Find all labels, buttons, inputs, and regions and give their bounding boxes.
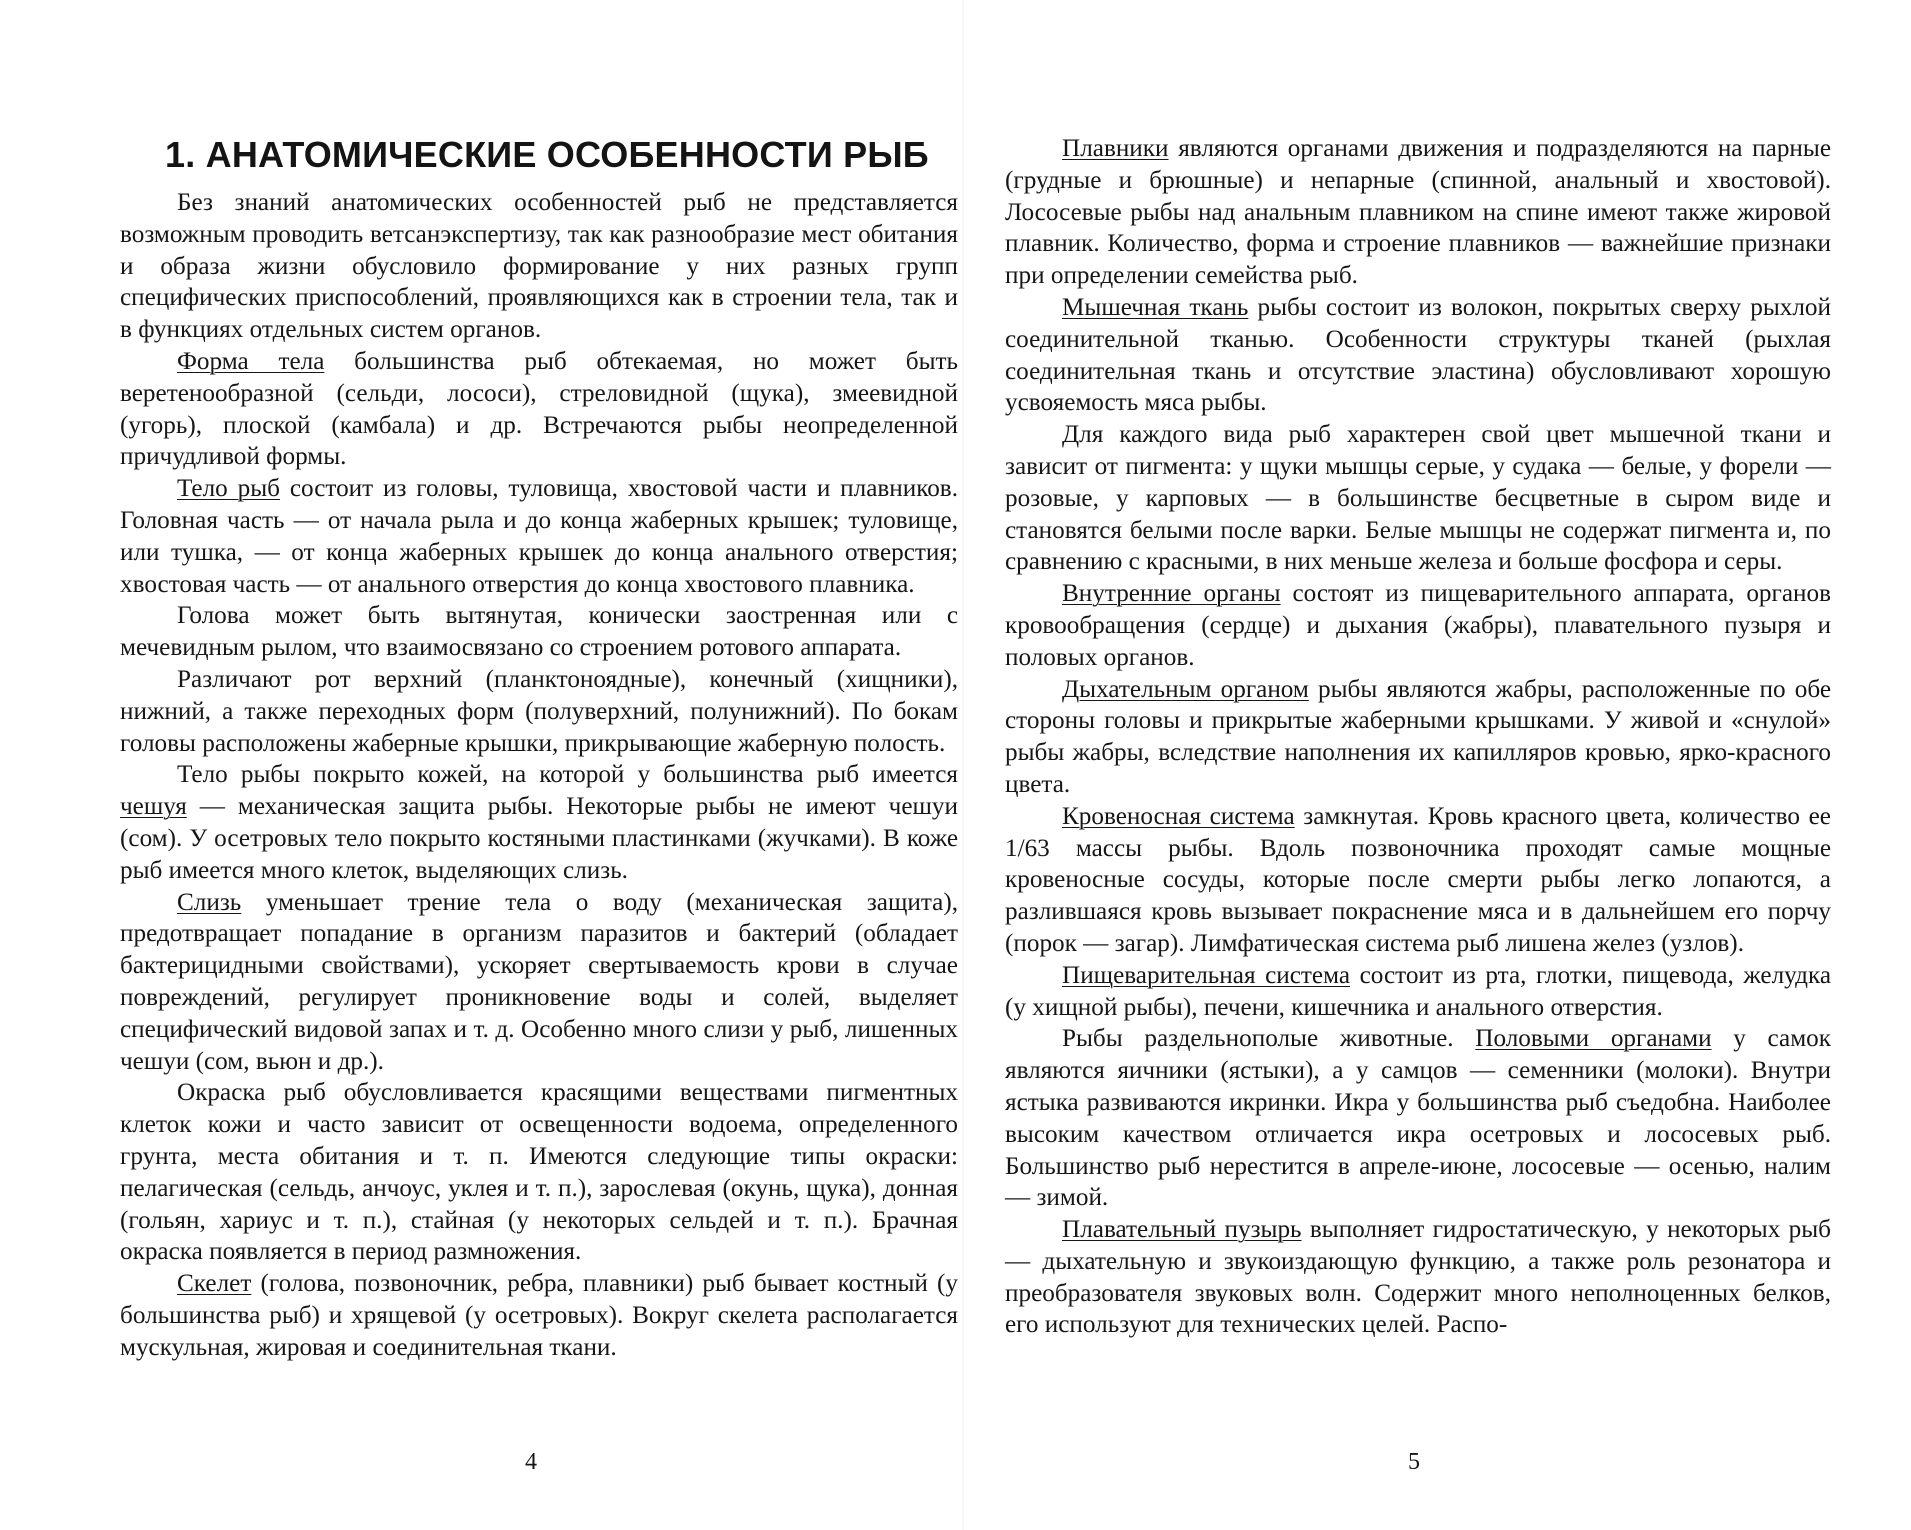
paragraph-term: Слизь bbox=[177, 888, 242, 916]
paragraph-text: выполняет гидростатическую, у некоторых рыб — дыхательную и звукоиздающую функцию, а также роль резонатора и преобразователя звуковых волн. Содержит много неполноценных белков, его используют для технических целей. Распо- bbox=[1005, 1216, 1831, 1339]
paragraph-term: Плавательный пузырь bbox=[1062, 1216, 1302, 1244]
paragraph bbox=[120, 187, 958, 346]
paragraph-term: чешуя bbox=[120, 793, 187, 821]
paragraph-text: Различают рот верхний (планктоноядные), конечный (хищники), нижний, а также переходных форм (полуверхний, полунижний). По бокам головы расположены жаберные крышки, прикрывающие жаберную полость. bbox=[120, 665, 958, 757]
chapter-title: 1. АНАТОМИЧЕСКИЕ ОСОБЕННОСТИ РЫБ bbox=[165, 134, 929, 175]
paragraph-text-lead: Тело рыбы покрыто кожей, на которой у большинства рыб имеется bbox=[177, 761, 958, 789]
paragraph bbox=[1005, 801, 1831, 960]
paragraph-term: Плавники bbox=[1062, 135, 1169, 162]
paragraph-text: замкнутая. Кровь красного цвета, количество ее 1/63 массы рыбы. Вдоль позвоночника проходят самые мощные кровеносные сосуды, которые после смерти рыбы легко лопаются, а разлившаяся кровь вызывает покраснение мяса и в дальнейшем его порчу (порок — загар). Лимфатическая система рыб лишена желез (узлов). bbox=[1005, 802, 1831, 957]
paragraph bbox=[1005, 960, 1831, 1024]
paragraph bbox=[120, 600, 958, 664]
paragraph-text: являются органами движения и подразделяются на парные (грудные и брюшные) и непарные (спинной, анальный и хвостовой). Лососевые рыбы над анальным плавником на спине имеют также жировой плавник. Количество, форма и строение плавников — важнейшие признаки при определении семейства рыб. bbox=[1005, 135, 1831, 290]
page-gutter bbox=[962, 0, 964, 1530]
paragraph-text: уменьшает трение тела о воду (механическая защита), предотвращает попадание в организм паразитов и бактерий (обладает бактерицидными свойствами), ускоряет свертываемость крови в случае повреждений, регулирует проникновение воды и солей, выделяет специфический видовой запах и т. д. Особенно много слизи у рыб, лишенных чешуи (сом, вьюн и др.). bbox=[120, 888, 958, 1075]
paragraph-text: состоят из пищеварительного аппарата, органов кровообращения (сердце) и дыхания (жабры), плавательного пузыря и половых органов. bbox=[1005, 580, 1831, 671]
paragraph bbox=[1005, 1214, 1831, 1341]
paragraph bbox=[1005, 578, 1831, 673]
left-page-text bbox=[120, 187, 958, 1363]
paragraph bbox=[120, 473, 958, 600]
paragraph-text: Окраска рыб обусловливается красящими веществами пигментных клеток кожи и часто зависит от освещенности водоема, определенного грунта, места обитания и т. п. Имеются следующие типы окраски: пелагическая (сельдь, анчоус, уклея и т. п.), зарослевая (окунь, щука), донная (гольян, хариус и т. п.), стайная (у некоторых сельдей и т. п.). Брачная окраска появляется в период размножения. bbox=[120, 1079, 958, 1266]
paragraph-term: Мышечная ткань bbox=[1062, 293, 1249, 321]
paragraph-term: Форма тела bbox=[177, 347, 325, 375]
paragraph bbox=[120, 664, 958, 759]
paragraph-text: (голова, позвоночник, ребра, плавники) рыб бывает костный (у большинства рыб) и хрящевой (у осетровых). Вокруг скелета располагается мускульная, жировая и соединительная ткани. bbox=[120, 1270, 958, 1361]
paragraph-text: Для каждого вида рыб характерен свой цвет мышечной ткани и зависит от пигмента: у щуки мышцы серые, у судака — белые, у форели — розовые, у карповых — в большинстве бесцветные в сыром виде и становятся белыми после варки. Белые мышцы не содержат пигмента и, по сравнению с красными, в них меньше железа и больше фосфора и серы. bbox=[1005, 421, 1831, 576]
paragraph bbox=[120, 759, 958, 886]
paragraph bbox=[1005, 1023, 1831, 1214]
paragraph bbox=[1005, 133, 1831, 292]
right-page-text bbox=[1005, 133, 1831, 1341]
paragraph-term: Пищеварительная система bbox=[1062, 961, 1351, 989]
paragraph-text: рыбы являются жабры, расположенные по обе стороны головы и прикрытые жаберными крышками. У живой и «снулой» рыбы жабры, вследствие наполнения их капилляров кровью, ярко-красного цвета. bbox=[1005, 675, 1831, 798]
paragraph-text: у самок являются яичники (ястыки), а у самцов — семенники (молоки). Внутри ястыка развиваются икринки. Икра у большинства рыб съедобна. Наиболее высоким качеством отличается икра осетровых и лососевых рыб. Большинство рыб нерестится в апреле-июне, лососевые — осенью, налим — зимой. bbox=[1005, 1025, 1831, 1212]
paragraph-term: Внутренние органы bbox=[1062, 580, 1281, 608]
paragraph-text: — механическая защита рыбы. Некоторые рыбы не имеют чешуи (сом). У осетровых тело покрыто костяными пластинками (жучками). В коже рыб имеется много клеток, выделяющих слизь. bbox=[120, 793, 958, 884]
paragraph-term: Тело рыб bbox=[177, 475, 280, 503]
paragraph-term: Дыхательным органом bbox=[1062, 675, 1309, 703]
paragraph bbox=[120, 346, 958, 473]
paragraph bbox=[120, 887, 958, 1078]
page-number: 5 bbox=[1408, 1449, 1420, 1475]
paragraph-text: состоит из рта, глотки, пищевода, желудка (у хищной рыбы), печени, кишечника и анального отверстия. bbox=[1005, 961, 1832, 1021]
paragraph-text: рыбы состоит из волокон, покрытых сверху рыхлой соединительной тканью. Особенности структуры тканей (рыхлая соединительная ткань и отсутствие эластина) обусловливают хорошую усвояемость мяса рыбы. bbox=[1005, 293, 1831, 417]
paragraph-term: Кровеносная система bbox=[1062, 802, 1295, 830]
paragraph-term: Скелет bbox=[177, 1270, 252, 1298]
paragraph bbox=[120, 1268, 958, 1363]
paragraph-term: Половыми органами bbox=[1475, 1025, 1712, 1053]
paragraph-text-lead: Рыбы раздельнополые животные. bbox=[1062, 1025, 1476, 1053]
paragraph-text: Без знаний анатомических особенностей рыб не представляется возможным проводить ветсанэкспертизу, так как разнообразие мест обитания и образа жизни обусловило формирование у них разных групп специфических приспособлений, проявляющихся как в строении тела, так и в функциях отдельных систем органов. bbox=[120, 189, 958, 344]
paragraph-text: состоит из головы, туловища, хвостовой части и плавников. Головная часть — от начала рыла и до конца жаберных крышек; туловище, или тушка, — от конца жаберных крышек до конца анального отверстия; хвостовая часть — от анального отверстия до конца хвостового плавника. bbox=[120, 475, 958, 598]
paragraph bbox=[120, 1077, 958, 1268]
paragraph-text: Голова может быть вытянутая, конически заостренная или с мечевидным рылом, что взаимосвязано со строением ротового аппарата. bbox=[120, 602, 958, 662]
paragraph bbox=[1005, 674, 1831, 801]
paragraph bbox=[1005, 292, 1831, 419]
right-page bbox=[1005, 0, 1831, 1530]
paragraph-text: большинства рыб обтекаемая, но может быть веретенообразной (сельди, лососи), стреловидной (щука), змеевидной (угорь), плоской (камбала) и др. Встречаются рыбы неопределенной причудливой формы. bbox=[120, 347, 958, 471]
left-page bbox=[120, 0, 958, 1530]
page-number: 4 bbox=[525, 1449, 537, 1475]
paragraph bbox=[1005, 419, 1831, 578]
